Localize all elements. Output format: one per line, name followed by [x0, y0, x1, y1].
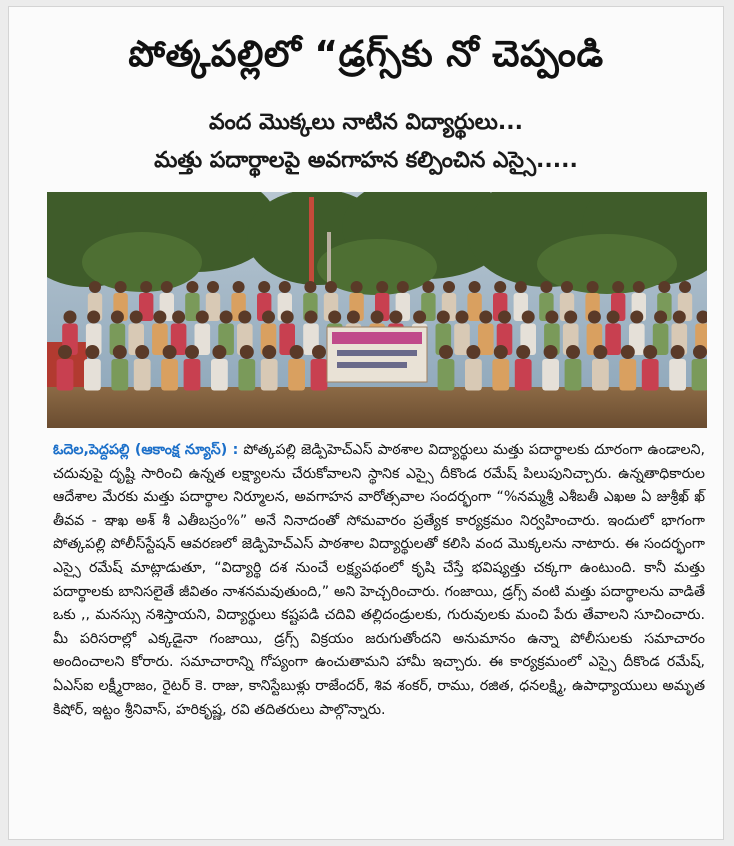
person-head	[494, 345, 508, 359]
person-head	[397, 281, 409, 293]
person-head	[437, 311, 450, 324]
person-head	[113, 345, 127, 359]
news-clipping	[8, 6, 724, 840]
person-figure	[465, 359, 482, 391]
person-head	[522, 311, 535, 324]
person-head	[64, 311, 77, 324]
person-head	[351, 281, 363, 293]
person-head	[422, 281, 434, 293]
person-head	[540, 281, 552, 293]
person-head	[498, 311, 511, 324]
person-head	[163, 345, 177, 359]
person-head	[630, 311, 643, 324]
person-figure	[565, 359, 582, 391]
article-body	[53, 439, 705, 722]
person-head	[516, 345, 530, 359]
person-head	[220, 311, 233, 324]
person-head	[233, 281, 245, 293]
person-figure	[669, 359, 686, 391]
person-head	[304, 281, 316, 293]
person-figure	[592, 359, 609, 391]
person-figure	[111, 359, 128, 391]
person-head	[654, 311, 667, 324]
person-figure	[261, 359, 278, 391]
person-head	[347, 311, 360, 324]
person-head	[328, 311, 341, 324]
person-head	[185, 345, 199, 359]
person-figure	[692, 359, 707, 391]
person-head	[593, 345, 607, 359]
person-head	[515, 281, 527, 293]
person-figure	[311, 359, 328, 391]
person-head	[85, 345, 99, 359]
person-head	[544, 345, 558, 359]
person-head	[587, 281, 599, 293]
person-head	[673, 311, 686, 324]
person-head	[545, 311, 558, 324]
person-head	[325, 281, 337, 293]
person-head	[111, 311, 124, 324]
person-head	[305, 311, 318, 324]
person-figure	[492, 359, 509, 391]
person-head	[413, 311, 426, 324]
person-head	[564, 311, 577, 324]
person-head	[196, 311, 209, 324]
person-head	[87, 311, 100, 324]
person-head	[115, 281, 127, 293]
person-head	[469, 281, 481, 293]
subheadline-1: వంద మొక్కలు నాటిన విద్యార్థులు...	[208, 110, 523, 135]
person-head	[693, 345, 707, 359]
person-head	[312, 345, 326, 359]
person-figure	[619, 359, 636, 391]
person-head	[186, 281, 198, 293]
person-head	[262, 345, 276, 359]
person-head	[207, 281, 219, 293]
person-head	[456, 311, 469, 324]
person-head	[494, 281, 506, 293]
group-photo-image	[47, 192, 707, 428]
dateline: ఓదెల,పెద్దపల్లి (ఆకాంక్ష న్యూస్) :	[53, 442, 239, 458]
person-head	[172, 311, 185, 324]
person-head	[643, 345, 657, 359]
person-figure	[57, 359, 74, 391]
person-figure	[478, 324, 494, 356]
person-figure	[438, 359, 455, 391]
person-head	[371, 311, 384, 324]
person-head	[479, 311, 492, 324]
person-head	[621, 345, 635, 359]
person-figure	[211, 359, 228, 391]
article-body-text: పోత్కపల్లి జెడ్పిహెచ్ఎస్ పాఠశాల విద్యార్థులు మత్తు పదార్థాలకు దూరంగా ఉండాలని, చదువుపై దృష్టి సారించి ఉన్నత లక్ష్యాలను చేరుకోవాలని స్థానిక ఎస్సై దీకొండ రమేష్ పిలుపునిచ్చారు. ఉన్నతాధికారుల ఆదేశాల మేరకు మత్తు పదార్థాల నిర్మూలన, అవగాహన వారోత్సవాల సందర్భంగా “%నమ్మశ్రీ ఎశీబతీ ఎఖఅ ఏ జుశ్రీఖ్ ఖ్ తీవవ - ఇాఖ అశ్ శీ ఎతీబస్రం%” అనే నినాదంతో సోమవారం ప్రత్యేక కార్యక్రమం నిర్వహించారు. ఇందులో భాగంగా పోత్కపల్లి పోలీస్‌స్టేషన్ ఆవరణలో జెడ్పిహెచ్ఎస్ పాఠశాల విద్యార్థులతో కలిసి వంద మొక్కలను నాటారు. ఈ సందర్భంగా ఎస్సై రమేష్ మాట్లాడుతూ, “విద్యార్థి దశ నుంచే లక్ష్యపథంలో కృషి చేస్తే భవిష్యత్తు చక్కగా ఉంటుంది. కానీ మత్తు పదార్థాలకు బానిసలైతే జీవితం నాశనమవుతుంది,” అని హెచ్చరించారు. గంజాయి, డ్రగ్స్ వంటి మత్తు పదార్థాలను వాడితే ఒకు ,, మనస్సు నశిస్తాయని, విద్యార్థులు కష్టపడి చదివి తల్లిదండ్రులకు, గురువులకు మంచి పేరు తేవాలని సూచించారు. మీ పరిసరాల్లో ఎక్కడైనా గంజాయి, డ్రగ్స్ విక్రయం జరుగుతోందని అనుమానం ఉన్నా పోలీసులకు సమాచారం అందించాలని కోరారు. సమాచారాన్ని గోప్యంగా ఉంచుతామని హామీ ఇచ్చారు. ఈ కార్యక్రమంలో ఎస్సై దీకొండ రమేష్, ఏఎస్ఐ లక్ష్మీరాజం, రైటర్ కె. రాజు, కానిస్టేబుళ్లు రాజేందర్, శివ శంకర్, రాము, రజిత, ధనలక్ష్మి, ఉపాధ్యాయులు అమృత కిషోర్, ఇట్టం శ్రీనివాస్, హరికృష్ణ, రవి తదితరులు పాల్గొన్నారు.	[53, 442, 705, 718]
person-head	[212, 345, 226, 359]
person-head	[140, 281, 152, 293]
person-head	[566, 345, 580, 359]
person-figure	[184, 359, 201, 391]
person-figure	[238, 359, 255, 391]
person-head	[376, 281, 388, 293]
person-figure	[605, 324, 621, 356]
person-head	[238, 311, 251, 324]
person-head	[279, 281, 291, 293]
person-figure	[134, 359, 151, 391]
person-head	[443, 281, 455, 293]
headline: పోత్కపల్లిలో “డ్రగ్స్‌కు నో చెప్పండి	[128, 34, 604, 75]
person-head	[58, 345, 72, 359]
person-head	[658, 281, 670, 293]
person-figure	[288, 359, 305, 391]
person-head	[290, 345, 304, 359]
person-figure	[515, 359, 532, 391]
person-head	[466, 345, 480, 359]
person-head	[258, 281, 270, 293]
person-head	[130, 311, 143, 324]
person-head	[262, 311, 275, 324]
subheadline-2: మత్తు పదార్థాలపై అవగాహన కల్పించిన ఎస్సై.....	[154, 148, 578, 173]
person-head	[439, 345, 453, 359]
person-head	[633, 281, 645, 293]
person-head	[561, 281, 573, 293]
group-photo-illustration	[47, 192, 707, 428]
person-head	[135, 345, 149, 359]
person-head	[240, 345, 254, 359]
person-head	[679, 281, 691, 293]
person-head	[671, 345, 685, 359]
person-head	[588, 311, 601, 324]
person-figure	[542, 359, 559, 391]
person-figure	[84, 359, 101, 391]
person-head	[281, 311, 294, 324]
person-head	[607, 311, 620, 324]
person-figure	[161, 359, 178, 391]
person-figure	[642, 359, 659, 391]
person-head	[153, 311, 166, 324]
person-head	[389, 311, 402, 324]
person-head	[612, 281, 624, 293]
person-head	[89, 281, 101, 293]
person-head	[161, 281, 173, 293]
